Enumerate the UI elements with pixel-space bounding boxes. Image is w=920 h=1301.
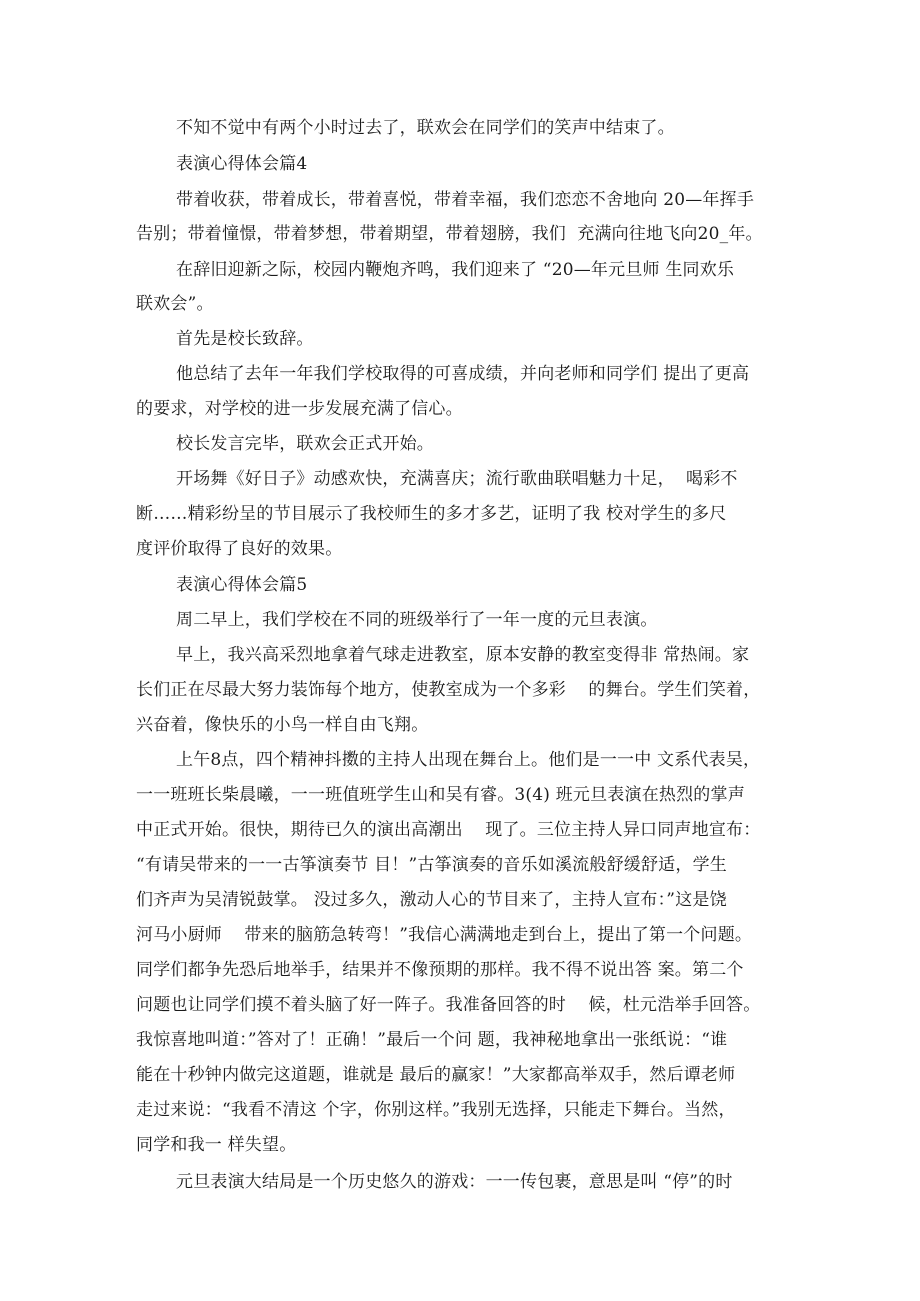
- paragraph-line: 同学和我一 样失望。: [136, 1135, 297, 1155]
- paragraph-line: 走过来说：“我看不清这 个字，你别这样。”我别无选择，只能走下舞台。当然，: [136, 1100, 736, 1120]
- paragraph-line: 在辞旧迎新之际，校园内鞭炮齐鸣，我们迎来了 “20—年元旦师 生同欢乐: [176, 260, 735, 280]
- paragraph-line: 告别；带着憧憬，带着梦想，带着期望，带着翅膀，我们 充满向往地飞向20_年。: [136, 224, 763, 244]
- paragraph-line: 兴奋着，像快乐的小鸟一样自由飞翔。: [136, 715, 429, 735]
- paragraph-line: 度评价取得了良好的效果。: [136, 539, 343, 559]
- paragraph-line: 开场舞《好日子》动感欢快，充满喜庆；流行歌曲联唱魅力十足， 喝彩不: [176, 469, 738, 489]
- paragraph-line: 首先是校长致辞。: [176, 329, 314, 349]
- paragraph-line: 断……精彩纷呈的节目展示了我校师生的多才多艺，证明了我 校对学生的多尺: [136, 504, 727, 524]
- paragraph-line: 上午8点，四个精神抖擞的主持人出现在舞台上。他们是一一中 文系代表吴，: [176, 750, 761, 770]
- paragraph-line: 能在十秒钟内做完这道题，谁就是 最后的赢家！”大家都高举双手，然后谭老师: [136, 1065, 736, 1085]
- section-heading: 表演心得体会篇5: [176, 575, 308, 595]
- paragraph-line: 他总结了去年一年我们学校取得的可喜成绩，并向老师和同学们 提出了更高: [176, 364, 750, 384]
- paragraph-line: 长们正在尽最大努力装饰每个地方，使教室成为一个多彩 的舞台。学生们笑着，: [136, 680, 761, 700]
- paragraph-line: 校长发言完毕，联欢会正式开始。: [176, 434, 434, 454]
- paragraph-line: 我惊喜地叫道：”答对了！正确！”最后一个问 题，我神秘地拿出一张纸说：“谁: [136, 1030, 728, 1050]
- paragraph-line: 的要求，对学校的进一步发展充满了信心。: [136, 399, 463, 419]
- paragraph-line: 带着收获，带着成长，带着喜悦，带着幸福，我们恋恋不舍地向 20—年挥手: [176, 190, 755, 210]
- paragraph-line: “有请吴带来的一一古筝演奏节 目！”古筝演奏的音乐如溪流般舒缓舒适，学生: [136, 855, 727, 875]
- paragraph-line: 元旦表演大结局是一个历史悠久的游戏：一一传包裹，意思是叫 “停”的时: [176, 1172, 733, 1192]
- paragraph-line: 问题也让同学们摸不着头脑了好一阵子。我准备回答的时 候，杜元浩举手回答。: [136, 995, 761, 1015]
- paragraph-line: 不知不觉中有两个小时过去了，联欢会在同学们的笑声中结束了。: [176, 118, 675, 138]
- section-heading: 表演心得体会篇4: [176, 154, 308, 174]
- paragraph-line: 周二早上，我们学校在不同的班级举行了一年一度的元旦表演。: [176, 610, 658, 630]
- paragraph-line: 中正式开始。很快，期待已久的演出高潮出 现了。三位主持人异口同声地宣布：: [136, 820, 761, 840]
- paragraph-line: 同学们都争先恐后地举手，结果并不像预期的那样。我不得不说出答 案。第二个: [136, 960, 744, 980]
- paragraph-line: 一一班班长柴晨曦，一一班值班学生山和吴有睿。3(4) 班元旦表演在热烈的掌声: [136, 785, 745, 805]
- paragraph-line: 联欢会”。: [136, 294, 214, 314]
- paragraph-line: 河马小厨师 带来的脑筋急转弯！”我信心满满地走到台上，提出了第一个问题。: [136, 925, 753, 945]
- paragraph-line: 们齐声为吴清锐鼓掌。 没过多久，激动人心的节目来了，主持人宣布：”这是饶: [136, 890, 727, 910]
- paragraph-line: 早上，我兴高采烈地拿着气球走进教室，原本安静的教室变得非 常热闹。家: [176, 645, 750, 665]
